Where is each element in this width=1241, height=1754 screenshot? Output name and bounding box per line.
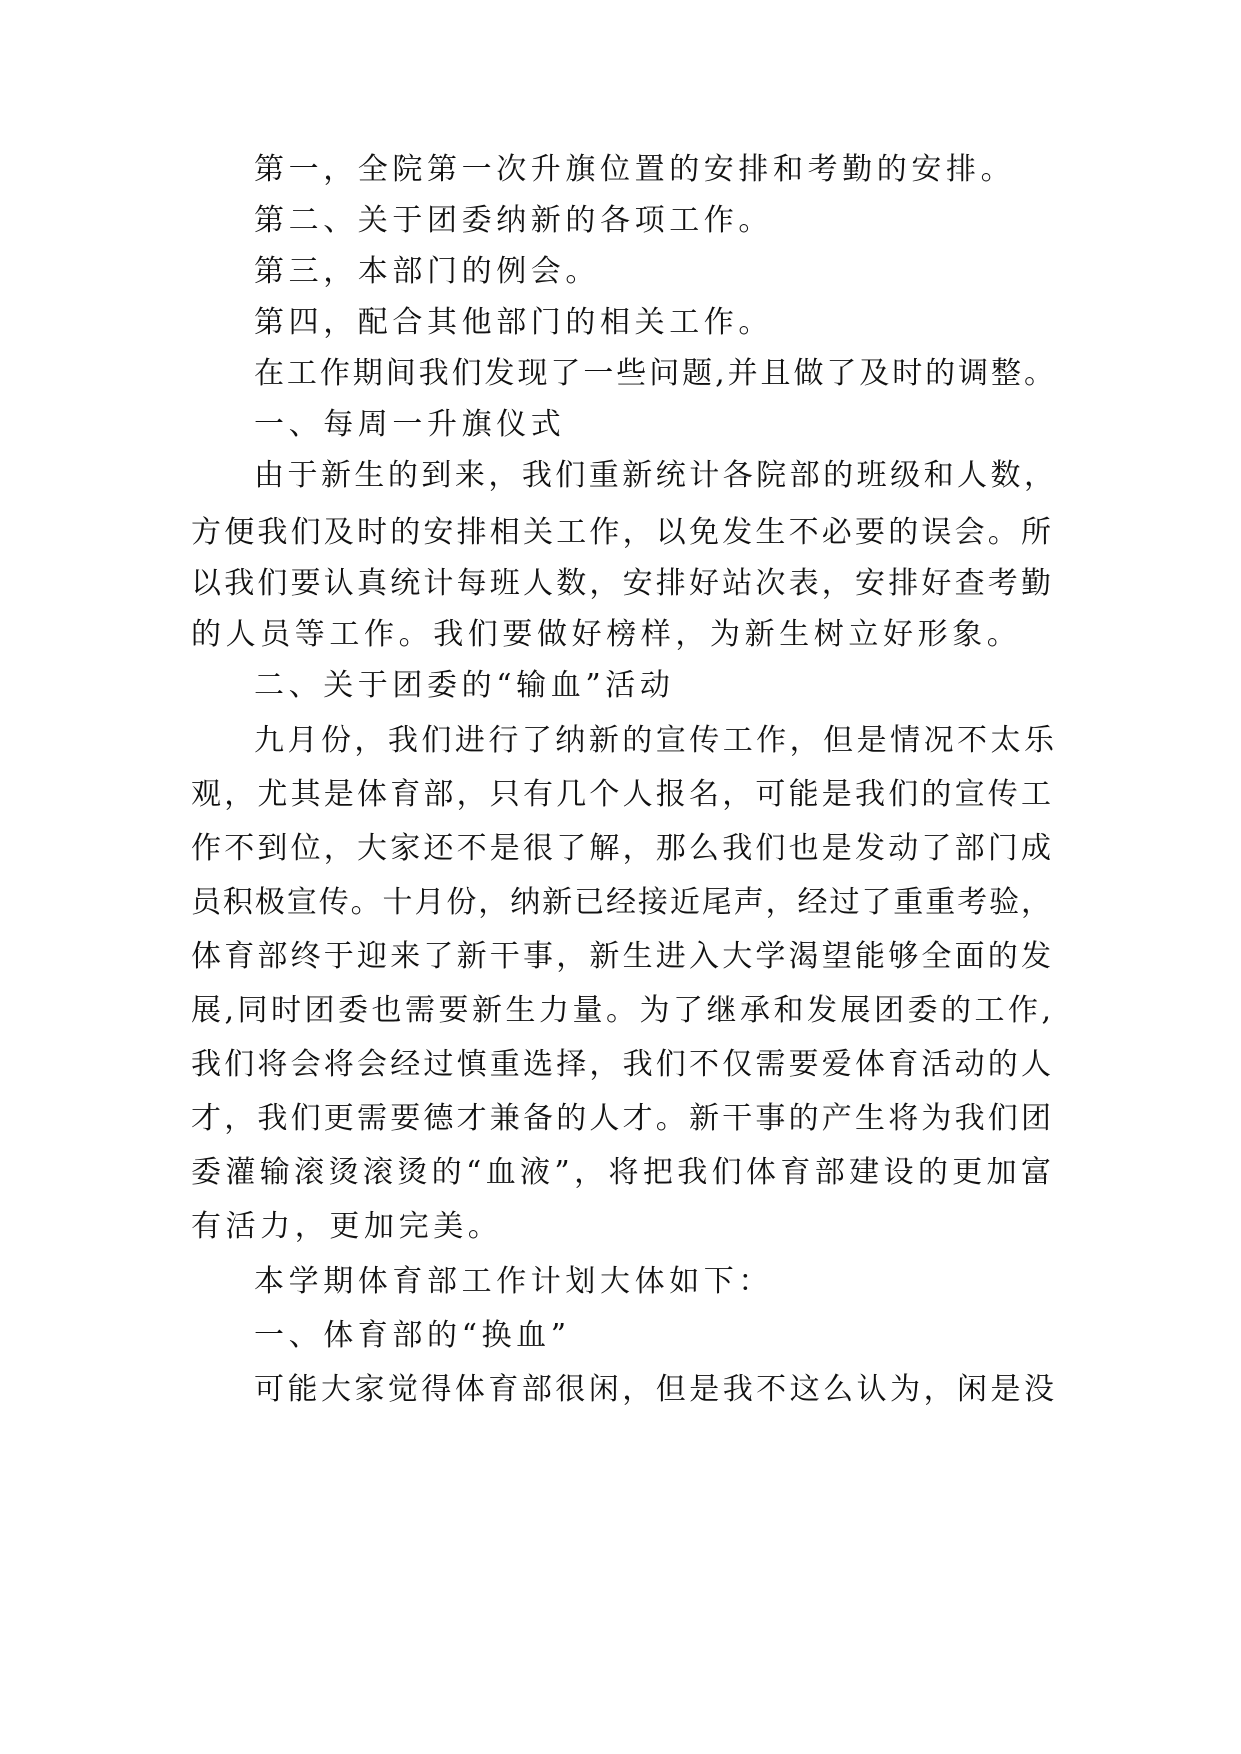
- paragraph-line: 由于新生的到来，我们重新统计各院部的班级和人数，: [254, 458, 1054, 493]
- paragraph-line: 可能大家觉得体育部很闲，但是我不这么认为，闲是没: [254, 1372, 1054, 1407]
- section-heading: 二、关于团委的“输血”活动: [254, 668, 675, 703]
- paragraph-line: 本学期体育部工作计划大体如下：: [254, 1264, 773, 1299]
- paragraph-line: 委灌输滚烫滚烫的“血液”，将把我们体育部建设的更加富: [191, 1155, 1051, 1190]
- paragraph-line: 的人员等工作。我们要做好榜样，为新生树立好形象。: [191, 617, 1022, 652]
- paragraph-line: 作不到位，大家还不是很了解，那么我们也是发动了部门成: [191, 831, 1051, 866]
- paragraph-line: 观，尤其是体育部，只有几个人报名，可能是我们的宣传工: [191, 777, 1051, 812]
- paragraph-line: 展,同时团委也需要新生力量。为了继承和发展团委的工作,: [191, 993, 1051, 1028]
- paragraph-line: 在工作期间我们发现了一些问题,并且做了及时的调整。: [254, 356, 1054, 391]
- section-heading: 一、体育部的“换血”: [254, 1318, 571, 1353]
- paragraph-line: 以我们要认真统计每班人数，安排好站次表，安排好查考勤: [191, 566, 1051, 601]
- paragraph-line: 第二、关于团委纳新的各项工作。: [254, 203, 773, 238]
- paragraph-line: 第四，配合其他部门的相关工作。: [254, 305, 773, 340]
- paragraph-line: 体育部终于迎来了新干事，新生进入大学渴望能够全面的发: [191, 939, 1051, 974]
- paragraph-line: 员积极宣传。十月份，纳新已经接近尾声，经过了重重考验，: [191, 885, 1051, 920]
- paragraph-line: 才，我们更需要德才兼备的人才。新干事的产生将为我们团: [191, 1101, 1051, 1136]
- paragraph-line: 第一，全院第一次升旗位置的安排和考勤的安排。: [254, 152, 1016, 187]
- paragraph-line: 有活力，更加完美。: [191, 1209, 503, 1244]
- paragraph-line: 方便我们及时的安排相关工作，以免发生不必要的误会。所: [191, 515, 1051, 550]
- paragraph-line: 九月份，我们进行了纳新的宣传工作，但是情况不太乐: [254, 723, 1054, 758]
- section-heading: 一、每周一升旗仪式: [254, 407, 566, 442]
- paragraph-line: 我们将会将会经过慎重选择，我们不仅需要爱体育活动的人: [191, 1047, 1051, 1082]
- paragraph-line: 第三，本部门的例会。: [254, 254, 600, 289]
